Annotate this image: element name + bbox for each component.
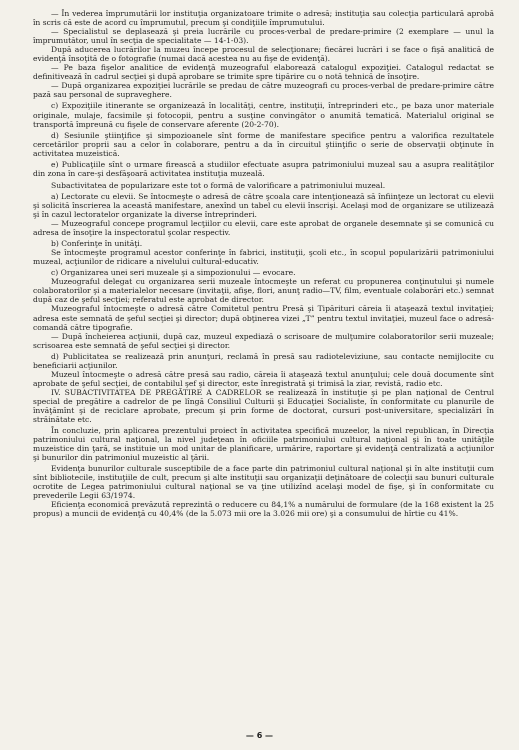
paragraph-publicity: d) Publicitatea se realizează prin anunţuri, reclamă în presă sau radioteleviziune, sau contacte nemijlocite cu beneficiarii acţiunilor.	[33, 351, 494, 370]
paragraph-lesson-program: — Muzeograful concepe programul lecţiilor cu elevii, care este aprobat de organele desemnate şi se comunică cu adresa de însoţire la inspectoratul şcolar respectiv.	[33, 219, 494, 238]
paragraph-cultural-goods-evidence: Evidenţa bunurilor culturale susceptibile de a face parte din patrimoniul cultural naţional şi în alte instituţii cum sînt bibliotecile, instituţiile de cult, precum şi alte instituţii sau organizaţii deţinătoare de colecţii sau bunuri culturale ocrotite de Legea patrimoniului cultural naţional se va ţine utilizînd acelaşi model de fişe, şi în conformitate cu prevederile Legii 63/1974.	[33, 464, 494, 501]
paragraph-conferences-heading: b) Conferinţe în unităţi.	[51, 239, 143, 249]
paragraph-handover: — După organizarea expoziţiei lucrările se predau de către muzeografi cu proces-verbal de predare-primire către pază sau personal de supraveghere.	[33, 81, 494, 100]
paragraph-staff-training: IV. SUBACTIVITATEA DE PREGĂTIRE A CADRELOR se realizează în instituţie şi pe plan naţional de Centrul special de pregătire a cadrelor de pe lîngă Consiliul Culturii şi Educaţiei Socialiste, în conformitate cu planurile de învăţămînt şi de reciclare aprobate, precum şi prin forme de doctorat, cursuri post-universitare, specializări în străinătate etc.	[33, 387, 494, 425]
paragraph-museum-evening-heading: c) Organizarea unei seri muzeale şi a simpozionului — evocare.	[51, 268, 296, 278]
paragraph-specialist-transfer: — Specialistul se deplasează şi preia lucrările cu proces-verbal de predare-primire (2 exemplare — unul la împrumutător, unul în secţia de specialitate — 14-1-03).	[33, 27, 494, 46]
paragraph-student-lectures: a) Lectorate cu elevii. Se întocmeşte o adresă de către şcoala care intenţionează să înfiinţeze un lectorat cu elevii şi solicită înscrierea la această manifestare, anexînd un tabel cu elevii înscrişi. Acelaşi mod de organizare se utilizează şi în cazul lectoratelor organizate la diverse întreprinderi.	[33, 191, 494, 219]
paragraph-economic-efficiency: Eficienţa economică prevăzută reprezintă o reducere cu 84,1% a numărului de formulare (de la 168 existent la 25 propus) a muncii de evidenţă cu 40,4% (de la 5.073 mii ore la 3.026 mii ore) şi a consumului de hîrtie cu 41%.	[33, 500, 494, 519]
paragraph-itinerant-exhibitions: c) Expoziţiile itinerante se organizează în localităţi, centre, instituţii, întreprinderi etc., pe baza unor materiale originale, mulaje, facsimile şi fotocopii, pentru a susţine convingător o anumită tematică. Materialul original se transportă împreună cu fişele de conservare aferente (20-2-70).	[33, 101, 494, 129]
paragraph-conclusion: În concluzie, prin aplicarea prezentului proiect în activitatea specifică muzeelor, la nivel republican, în Direcţia patrimoniului cultural naţional, la nivel judeţean în oficiile patrimoniului cultural naţional şi în toate unităţile muzeistice din ţară, se instituie un mod unitar de planificare, urmărire, raportare şi evidenţă centralizată a acţiunilor şi bunurilor din patrimoniul muzeistic al ţării.	[33, 426, 494, 463]
paragraph-museum-evening-report: Muzeograful delegat cu organizarea serii muzeale întocmeşte un referat cu propunerea conţinutului şi numele colaboratorilor şi a materialelor necesare (invitaţii, afişe, flori, anunţ radio—TV, film, eventuale colaborări etc.) semnat după caz de şeful secţiei; referatul este aprobat de director.	[33, 277, 494, 305]
paragraph-conferences: Se întocmeşte programul acestor conferinţe în fabrici, instituţii, şcoli etc., în scopul popularizării patrimoniului muzeal, acţiunilor de ridicare a nivelului cultural-educativ.	[33, 248, 494, 267]
paragraph-scientific-sessions: d) Sesiunile ştiinţifice şi simpozioanele sînt forme de manifestare specifice pentru a valorifica rezultatele cercetărilor proprii sau a celor în colaborare, pentru a da în circuitul ştiinţific o serie de observaţii obţinute în activitatea muzeistică.	[33, 130, 494, 158]
paragraph-invitation-text: Muzeograful întocmeşte o adresă către Comitetul pentru Presă şi Tipărituri căreia îi ataşează textul invitaţiei; adresa este semnată de şeful secţiei şi director; după obţinerea vizei „T” pentru textul invitaţiei, muzeul face o adresă-comandă către tipografie.	[33, 304, 494, 332]
paragraph-thanks-letter: — După încheierea acţiunii, după caz, muzeul expediază o scrisoare de mulţumire colaboratorilor serii muzeale; scrisoarea este semnată de şeful secţiei şi director.	[33, 331, 494, 350]
paragraph-publications: e) Publicaţiile sînt o urmare firească a studiilor efectuate asupra patrimoniului muzeal sau a asupra realităţilor din zona în care-şi desfăşoară activitatea instituţia muzeală.	[33, 159, 494, 178]
paragraph-selection: După aducerea lucrărilor la muzeu începe procesul de selecţionare; fiecărei lucrări i se face o fişă analitică de evidenţă însoţită de o fotografie (numai dacă acestea nu au fişe de evidenţă).	[33, 45, 494, 64]
paragraph-loan-request: — În vederea împrumutării lor instituţia organizatoare trimite o adresă; instituţia sau colecţia particulară aprobă în scris că este de acord cu împrumutul, precum şi condiţiile împrumutului.	[33, 9, 494, 28]
paragraph-press-address: Muzeul întocmeşte o adresă către presă sau radio, căreia îi ataşează textul anunţului; cele două documente sînt aprobate de şeful secţiei, de contabilul şef şi director, este înregistrată şi trimisă la ziar, revistă, radio etc.	[33, 369, 494, 388]
paragraph-popularization: Subactivitatea de popularizare este tot o formă de valorificare a patrimoniului muzeal.	[51, 180, 386, 190]
paragraph-catalogue: — Pe baza fişelor analitice de evidenţă muzeograful elaborează catalogul expoziţiei. Catalogul redactat se definitivează în cadrul secţiei şi după aprobare se trimite spre tipărire cu o notă tehnică de însoţire.	[33, 63, 494, 82]
page-number: — 6 —	[245, 731, 274, 740]
